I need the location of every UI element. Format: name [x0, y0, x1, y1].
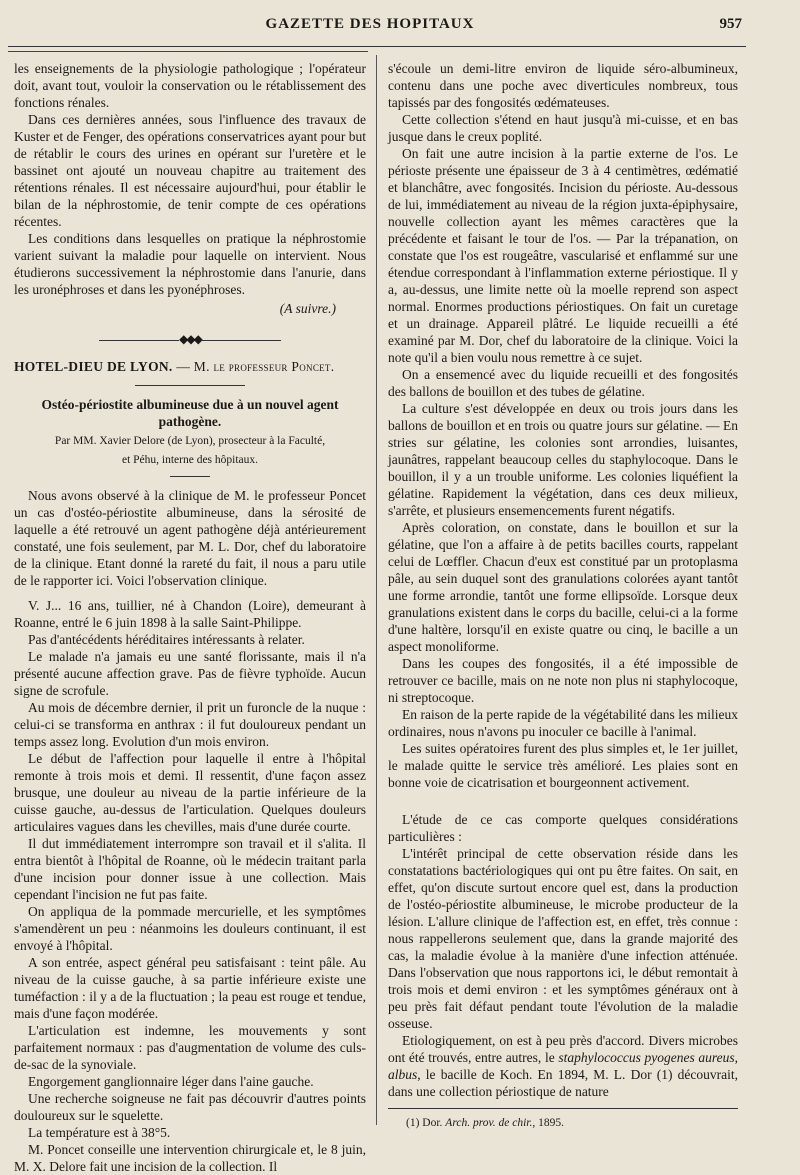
header-rule-secondary — [8, 51, 368, 52]
section-separator: ◆◆◆ — [14, 331, 366, 348]
paragraph: La culture s'est développée en deux ou trois jours dans les ballons de bouillon et en trois ou quatre jours sur gélatine. — En stries sur gélatine, les colonies sont arrondies, luisantes, jaunâtres, rappelant beaucoup celles du staphylocoque. Dans le bouillon, il y a un trouble uniforme. Les colonies liquéfient la gélatine. Rapidement la végétation, dans ces deux milieux, s'arrête, et plusieurs ensemencements furent négatifs. — [388, 401, 738, 518]
footnote-rule — [388, 1108, 738, 1109]
paragraph: Le début de l'affection pour laquelle il entre à l'hôpital remonte à trois mois et demi. Il ressentit, d'une façon assez brusque, une douleur au niveau de la partie inférieure de la cuisse gauche, au-dessus de l'articulation. Quelques douleurs articulaires vagues dans les chevilles, mais d'une durée courte. — [14, 751, 366, 834]
text-run: , le bacille de Koch. En 1894, M. L. Dor (1) découvrait, dans une collection périostique de nature — [388, 1067, 738, 1099]
paragraph: Engorgement ganglionnaire léger dans l'aine gauche. — [28, 1074, 314, 1089]
authors-line: Par MM. Xavier Delore (de Lyon), prosecteur à la Faculté, — [54, 435, 326, 447]
paragraph: On fait une autre incision à la partie externe de l'os. Le périoste présente une épaisseur de 3 à 4 centimètres, œdématié et blanchâtre, avec fongosités. Incision du périoste. Au-dessous de lui, immédiatement au niveau de la région juxta-épiphysaire, nouvelle collection ayant les mêmes caractères que la précédente et faisant le tour de l'os. — Par la trépanation, on constate que l'os est rougeâtre, vascularisé et enflammé sur une étendue correspondant à l'inflammation externe périostique. Il y a, au-dessus, une limite nette où la moelle reprend son aspect normal. Enormes productions périostiques. On fait un curetage et un drainage. Appareil plâtré. Le liquide recueilli a été examiné par M. Dor, chef du laboratoire de la clinique. Voici la note qu'il a bien voulu nous remettre à ce sujet. — [388, 146, 738, 365]
paragraph: L'étude de ce cas comporte quelques considérations particulières : — [388, 812, 738, 844]
paragraph: Il dut immédiatement interrompre son travail et il s'alita. Il entra bientôt à l'hôpital de Roanne, où le médecin traitant parla d'une incision pour donner issue à une collection. Mais cependant l'incision ne fut pas faite. — [14, 836, 366, 902]
paragraph: Dans ces dernières années, sous l'influence des travaux de Kuster et de Fenger, des opérations conservatrices ayant pour but de rétablir le cours des urines en opérant sur l'uretère et le bassinet ont ajouté un nouveau chapitre au traitement des rétentions rénales. Il est nécessaire aujourd'hui, pour établir le bilan de la néphrostomie, de tenir compte de ces opérations récentes. — [14, 112, 366, 229]
page-header — [0, 12, 800, 42]
footnote — [388, 1115, 738, 1132]
right-column — [388, 60, 738, 1132]
italic-text: staphylococcus pyogenes aureus — [558, 1050, 735, 1065]
authors-line: et Péhu, interne des hôpitaux. — [121, 454, 259, 466]
paragraph — [388, 1032, 738, 1100]
paragraph: L'articulation est indemne, les mouvements y sont parfaitement normaux : pas d'augmentation de volume des culs-de-sac de la synoviale. — [14, 1023, 366, 1072]
authors-rule — [170, 476, 210, 477]
paragraph: Une recherche soigneuse ne fait pas découvrir d'autres points douloureux sur le squelette. — [14, 1091, 366, 1123]
paragraph: Les suites opératoires furent des plus simples et, le 1er juillet, le malade quitte le service très amélioré. Les plaies sont en bonne voie de cicatrisation et bourgeonnent activement. — [388, 741, 738, 790]
italic-text: albus — [388, 1067, 418, 1082]
paragraph: Nous avons observé à la clinique de M. le professeur Poncet un cas d'ostéo-périostite albumineuse, dans la sérosité de laquelle a été retrouvé un agent pathogène déjà antérieurement constaté, une fois seulement, par M. L. Dor, chef du laboratoire de la clinique. Etant donné la rareté du fait, il nous a paru utile de le rapporter ici. Voici l'observation clinique. — [14, 488, 366, 588]
paragraph: A son entrée, aspect général peu satisfaisant : teint pâle. Au niveau de la cuisse gauche, à sa partie inférieure existe une tuméfaction : il y a de la fluctuation ; la peau est rouge et tendue, mais d'une façon modérée. — [14, 955, 366, 1021]
text-run: , — [734, 1050, 738, 1065]
paragraph: Au mois de décembre dernier, il prit un furoncle de la nuque : celui-ci se transforma en anthrax : il fut douloureux pendant un temps assez long. Evolution d'un mois environ. — [14, 700, 366, 749]
to-be-continued: (A suivre.) — [279, 301, 336, 316]
footnote-year: , 1895. — [532, 1117, 565, 1129]
section-heading — [14, 358, 366, 375]
paragraph: Pas d'antécédents héréditaires intéressants à relater. — [28, 632, 305, 647]
paragraph: On a ensemencé avec du liquide recueilli et des fongosités des ballons de bouillon et des tubes de gélatine. — [388, 367, 738, 399]
paragraph: V. J... 16 ans, tuillier, né à Chandon (Loire), demeurant à Roanne, entré le 6 juin 1898 à la salle Saint-Philippe. — [14, 598, 366, 630]
paragraph: s'écoule un demi-litre environ de liquide séro-albumineux, contenu dans une poche avec diverticules nombreux, tous tapissés par des fongosités œdémateuses. — [388, 61, 738, 110]
page-number: 957 — [719, 16, 742, 32]
paragraph: Après coloration, on constate, dans le bouillon et sur la gélatine, que l'on a affaire à de petits bacilles courts, rappelant celui de Lœffler. Chacun d'eux est constitué par un protoplasma pâle, au sein duquel sont des granulations colorées ayant tantôt une forme arrondie, tantôt une forme ellipsoïde. Lorsque deux granulations existent dans le corps du bacille, celui-ci a la forme d'une haltère, lorsqu'il en existe quatre ou cinq, le bacille a un aspect monoliforme. — [388, 520, 738, 654]
left-column — [14, 60, 366, 1175]
column-divider — [376, 55, 377, 1125]
paragraph: Dans les coupes des fongosités, il a été impossible de retrouver ce bacille, mais on ne note non plus ni staphylocoque, ni streptocoque. — [388, 656, 738, 705]
paragraph: Les conditions dans lesquelles on pratique la néphrostomie varient suivant la maladie pour laquelle on intervient. Nous étudierons successivement la néphrostomie dans l'anurie, dans les uronéphroses et dans les pyonéphroses. — [14, 231, 366, 297]
paragraph: On appliqua de la pommade mercurielle, et les symptômes s'amendèrent un peu : néanmoins les douleurs continuant, il est envoyé à l'hôpital. — [14, 904, 366, 953]
paragraph: M. Poncet conseille une intervention chirurgicale et, le 8 juin, M. X. Delore fait une incision de la collection. Il — [14, 1142, 366, 1174]
hospital-name: HOTEL-DIEU DE LYON. — [14, 359, 173, 374]
footnote-journal: Arch. prov. de chir. — [445, 1117, 533, 1129]
paragraph: Le malade n'a jamais eu une santé florissante, mais il n'a présenté aucune affection grave. Pas de fièvre typhoïde. Aucun signe de scrofule. — [14, 649, 366, 698]
paragraph: Cette collection s'étend en haut jusqu'à mi-cuisse, et en bas jusque dans le creux poplité. — [388, 112, 738, 144]
paragraph: L'intérêt principal de cette observation réside dans les constatations bactériologiques qui ont pu être faites. On sait, en effet, qu'on discute surtout encore quel est, dans la production de l'ostéo-périostite albumineuse, le microbe producteur de la lésion. L'allure clinique de l'affection est, en effet, très connue : nous rappellerons seulement que, dans la grande majorité des cas, la maladie évolue à la manière d'une infection atténuée. Dans l'observation que nous rapportons ici, le début remontait à trois mois et demi environ : et les symptômes généraux ont à peu près fait défaut pendant toute l'évolution de la maladie osseuse. — [388, 846, 738, 1031]
text-run: Etiologiquement, on est à peu près d'accord. Divers microbes ont été trouvés, entre autres, le — [388, 1033, 738, 1065]
paragraph: La température est à 38°5. — [28, 1125, 171, 1140]
footnote-label: (1) Dor. — [406, 1117, 443, 1129]
header-rule — [8, 46, 746, 47]
journal-title: GAZETTE DES HOPITAUX — [265, 16, 475, 32]
article-title: Ostéo-périostite albumineuse due à un nouvel agent pathogène. — [41, 397, 339, 429]
heading-rule — [135, 385, 245, 386]
paragraph: En raison de la perte rapide de la végétabilité dans les milieux ordinaires, nous n'avons pu inoculer ce bacille à l'animal. — [388, 707, 738, 739]
paragraph: les enseignements de la physiologie pathologique ; l'opérateur doit, avant tout, vouloir la conservation ou le rétablissement des fonctions rénales. — [14, 61, 366, 110]
professor-name: — M. le professeur Poncet. — [176, 359, 335, 374]
